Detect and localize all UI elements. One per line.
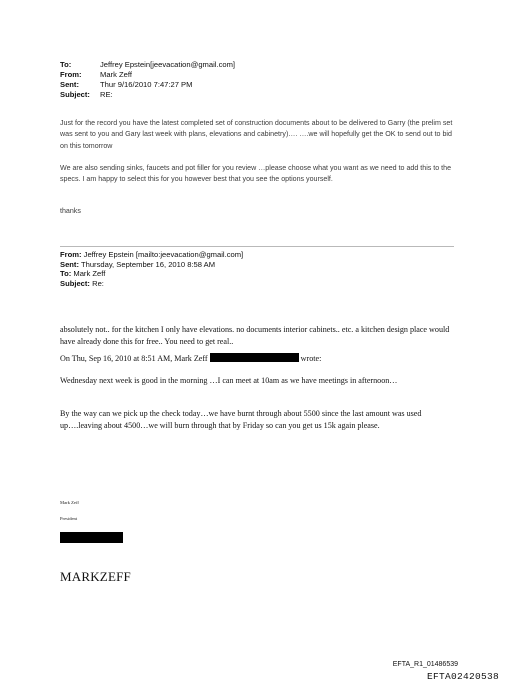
reply-paragraph-2: Wednesday next week is good in the morning …I can meet at 10am as we have meetings in afternoon… [60,376,398,385]
to-label: To: [60,60,72,69]
quote-intro-before: On Thu, Sep 16, 2010 at 8:51 AM, Mark Zeff [60,354,208,363]
subject-label-2: Subject: [60,278,90,288]
signature-title: President [60,516,78,521]
reply-paragraph-1: absolutely not.. for the kitchen I only have elevations. no documents interior cabinets.. etc. a kitchen design place would have already done this for free.. You need to get real.. [60,325,450,347]
quote-intro [60,353,460,365]
reply-paragraph-3: By the way can we pick up the check today…we have burnt through about 5500 since the last amount was used up….leaving about 4500…we will burn through that by Friday so can you get us 15k again please. [60,409,422,431]
email1-paragraph-2: We are also sending sinks, faucets and pot filler for you review …please choose what you want as we need to add this to the specs. I am happy to select this for you however best that you see the options yourself. [60,164,452,184]
from-value-2: Jeffrey Epstein [mailto:jeevacation@gmail.com] [83,250,244,259]
subject-value-2: Re: [92,278,104,288]
to-value: Jeffrey Epstein[jeevacation@gmail.com] [100,60,236,69]
email-header-1 [60,60,235,100]
email1-paragraph-1: Just for the record you have the latest completed set of construction documents about to be delivered to Garry (the prelim set was sent to you and Gary last week with plans, elevations and cabinetry)…. ….we will hopefully get the OK to send out to bid on this tomorrow [60,119,453,150]
sent-value: Thur 9/16/2010 7:47:27 PM [100,80,193,89]
sent-label: Sent: [60,80,79,89]
to-label-2: To: [60,269,72,279]
to-value-2: Mark Zeff [73,269,106,279]
redaction-bar [210,353,299,362]
email1-paragraph-3: thanks [60,207,81,215]
from-label-2: From: [60,250,82,259]
redaction-block [60,532,123,543]
sent-value-2: Thursday, September 16, 2010 8:58 AM [80,259,216,269]
from-label: From: [60,70,82,79]
subject-value: RE: [100,90,113,99]
company-brand: MARKZEFF [60,569,131,584]
bates-id-1: EFTA_R1_01486539 [392,661,458,668]
email-header-2 [60,250,243,288]
sent-label-2: Sent: [60,259,79,269]
signature-name: Mark Zeff [60,500,79,505]
quote-intro-after: wrote: [298,354,322,363]
subject-label: Subject: [60,90,90,99]
bates-id-2: EFTA02420538 [426,671,499,682]
divider [60,246,454,247]
from-value: Mark Zeff [100,70,132,79]
